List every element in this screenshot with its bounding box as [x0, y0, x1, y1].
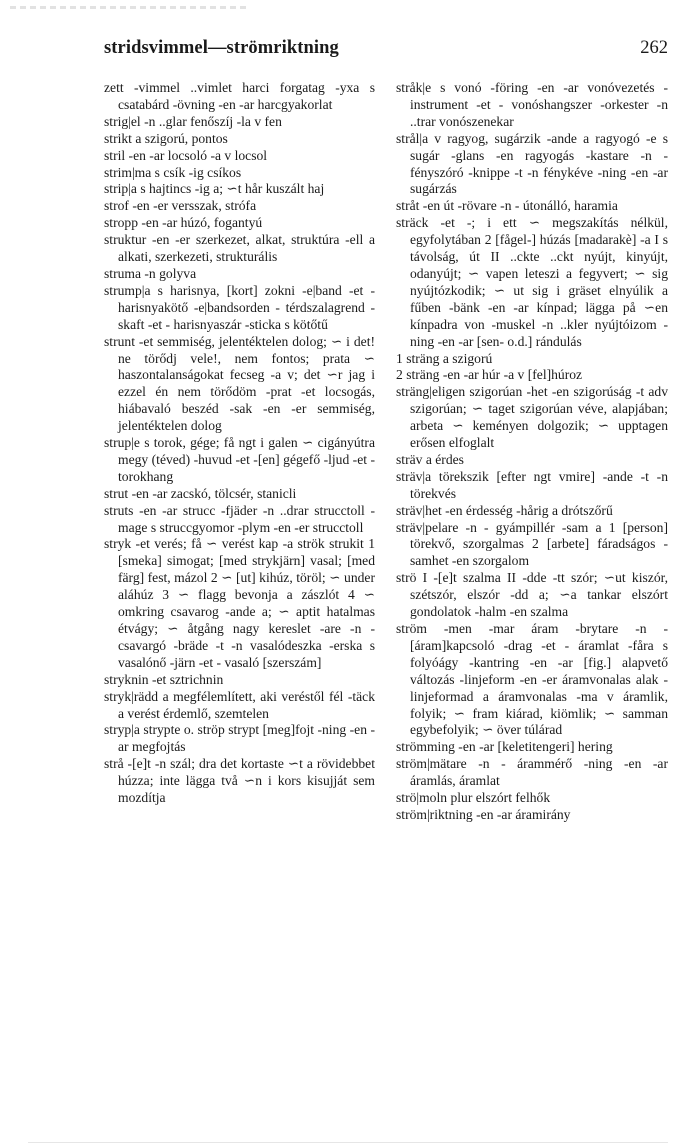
dictionary-entry: strof -en -er versszak, strófa	[104, 198, 257, 214]
dictionary-entry: sträck -et -; i ett ∽ megszakítás nélkül, egyfolytában 2 [fågel-] húzás [madarakè] -a I s távolság, út II ..ckte ..ckt nyújt, kinyújt, odanyújt; ∽ vapen leteszi a fegyvert; ∽ sig nyújtózkodik; ∽ ut sig i gräset elnyúlik a fűben -bänk -en -ar kínpad; lägga på ∽en kínpadra von -muskel -n ..kler nyújtóizom -ning -en -ar [sen- o.d.] rándulás	[396, 215, 668, 349]
dictionary-entry: strö I -[e]t szalma II -dde -tt szór; ∽ut kiszór, szétszór, elszór -dd a; ∽a tankar elszórt gondolatok -halm -en szalma	[396, 570, 668, 620]
dictionary-entry: stråt -en út -rövare -n - útonálló, haramia	[396, 198, 618, 214]
dictionary-entry: zett -vimmel ..vimlet harci forgatag -yxa s csatabárd -övning -en -ar harcgyakorlat	[104, 80, 375, 112]
dictionary-entry: stril -en -ar locsoló -a v locsol	[104, 147, 268, 163]
dictionary-entry: stryknin -et sztrichnin	[104, 671, 224, 687]
dictionary-entry: 2 sträng -en -ar húr -a v [fel]húroz	[396, 367, 583, 383]
dictionary-entry: 1 sträng a szigorú	[396, 350, 493, 366]
left-column	[104, 80, 375, 807]
page-edge	[28, 1142, 668, 1143]
dictionary-entry: sträv|a törekszik [efter ngt vmire] -ande -t -n törekvés	[396, 468, 668, 501]
scan-mark	[10, 6, 250, 9]
dictionary-entry: strim|ma s csík -ig csíkos	[104, 164, 242, 180]
dictionary-entry: sträv|pelare -n - gyámpillér -sam a 1 [person] törekvő, szorgalmas 2 [arbete] fáradságos -samhet -en szorgalom	[396, 519, 668, 569]
dictionary-entry: ström -men -mar áram -brytare -n - [áram]kapcsoló -drag -et - áramlat -fåra s folyóágy -kantring -en -ar [fig.] alapvető változás -linjeform -en -er áramvonalas alak -linjeformad a áramvonalas -ma v áramlik, folyik; ∽ fram kiárad, kiömlik; ∽ samman egybefolyik; ∽ över túlárad	[396, 621, 668, 738]
dictionary-entry: stryp|a strypte o. ströp strypt [meg]fojt -ning -en -ar megfojtás	[104, 722, 375, 755]
dictionary-entry: strump|a s harisnya, [kort] zokni -e|band -et - harisnyakötő -e|bandsorden - térdszalagrend -skaft -et - harisnyaszár -sticka s kötőtű	[104, 282, 375, 332]
dictionary-entry: strål|a v ragyog, sugárzik -ande a ragyogó -e s sugár -glans -en ragyogás -kastare -n - fényszóró -knippe -t -n fénykéve -ning -en -ar sugárzás	[396, 130, 668, 197]
dictionary-entry: strip|a s hajtincs -ig a; ∽t hår kuszált haj	[104, 181, 325, 197]
dictionary-entry: stryk|rädd a megfélemlített, aki veréstől fél -täck a verést érdemlő, szemtelen	[104, 688, 375, 721]
dictionary-entry: sträv a érdes	[396, 451, 464, 467]
dictionary-entry: stryk -et verés; få ∽ verést kap -a strök strukit 1 [smeka] simogat; [med strykjärn] vasal; [med färg] fest, mázol 2 ∽ [ut] kihúz, töröl; ∽ under aláhúz 3 ∽ flagg bevonja a zászlót 4 ∽ omkring csavarog -ande a; ∽ aptit hatalmas étvágy; ∽ åtgång nagy kereslet -are -n - csavargó -bräde -t -n vasalódeszka -erska s vasalónő -järn -et - vasaló [szerszám]	[104, 536, 375, 670]
dictionary-entry: strå -[e]t -n szál; dra det kortaste ∽t a rövidebbet húzza; inte lägga två ∽n i kors kisujját sem mozdítja	[104, 756, 375, 806]
dictionary-entry: stropp -en -ar húzó, fogantyú	[104, 215, 263, 231]
page-header	[104, 38, 668, 68]
dictionary-entry: struts -en -ar strucc -fjäder -n ..drar strucctoll -mage s struccgyomor -plym -en -er strucctoll	[104, 502, 375, 535]
dictionary-entry: strö|moln plur elszórt felhők	[396, 790, 551, 806]
page-number: 262	[640, 38, 668, 58]
dictionary-entry: struma -n golyva	[104, 265, 197, 281]
dictionary-entry: sträng|eligen szigorúan -het -en szigorúság -t adv szigorúan; ∽ taget szigorúan véve, alapjában; arbeta ∽ keményen dolgozik; ∽ upptagen erősen elfoglalt	[396, 384, 668, 451]
dictionary-entry: strunt -et semmiség, jelentéktelen dolog; ∽ i det! ne törődj vele!, nem fontos; prata ∽ haszontalanságokat fecseg -a v; det ∽r jag i ezzel én nem törődöm -prat -et locsogás, hiábavaló beszéd -sak -en -er semmiség, jelentéktelen dolog	[104, 333, 375, 434]
dictionary-entry: strut -en -ar zacskó, tölcsér, stanicli	[104, 485, 297, 501]
dictionary-entry: sträv|het -en érdesség -hårig a drótszőrű	[396, 502, 613, 518]
dictionary-entry: strig|el -n ..glar fenőszíj -la v fen	[104, 113, 282, 129]
dictionary-entry: ström|mätare -n - árammérő -ning -en -ar áramlás, áramlat	[396, 756, 668, 789]
dictionary-entry: strikt a szigorú, pontos	[104, 130, 228, 146]
dictionary-entry: strup|e s torok, gége; få ngt i galen ∽ cigányútra megy (téved) -huvud -et -[en] gégefő -ljud -et - torokhang	[104, 435, 375, 484]
dictionary-entry: ström|riktning -en -ar áramirány	[396, 806, 571, 822]
dictionary-entry: strömming -en -ar [keletitengeri] hering	[396, 739, 613, 755]
running-head: stridsvimmel—strömriktning	[104, 38, 339, 58]
dictionary-entry: stråk|e s vonó -föring -en -ar vonóvezetés -instrument -et - vonóshangszer -orkester -n ..trar vonószenekar	[396, 80, 668, 129]
right-column	[396, 80, 668, 824]
dictionary-entry: struktur -en -er szerkezet, alkat, struktúra -ell a alkati, szerkezeti, strukturális	[104, 232, 375, 265]
